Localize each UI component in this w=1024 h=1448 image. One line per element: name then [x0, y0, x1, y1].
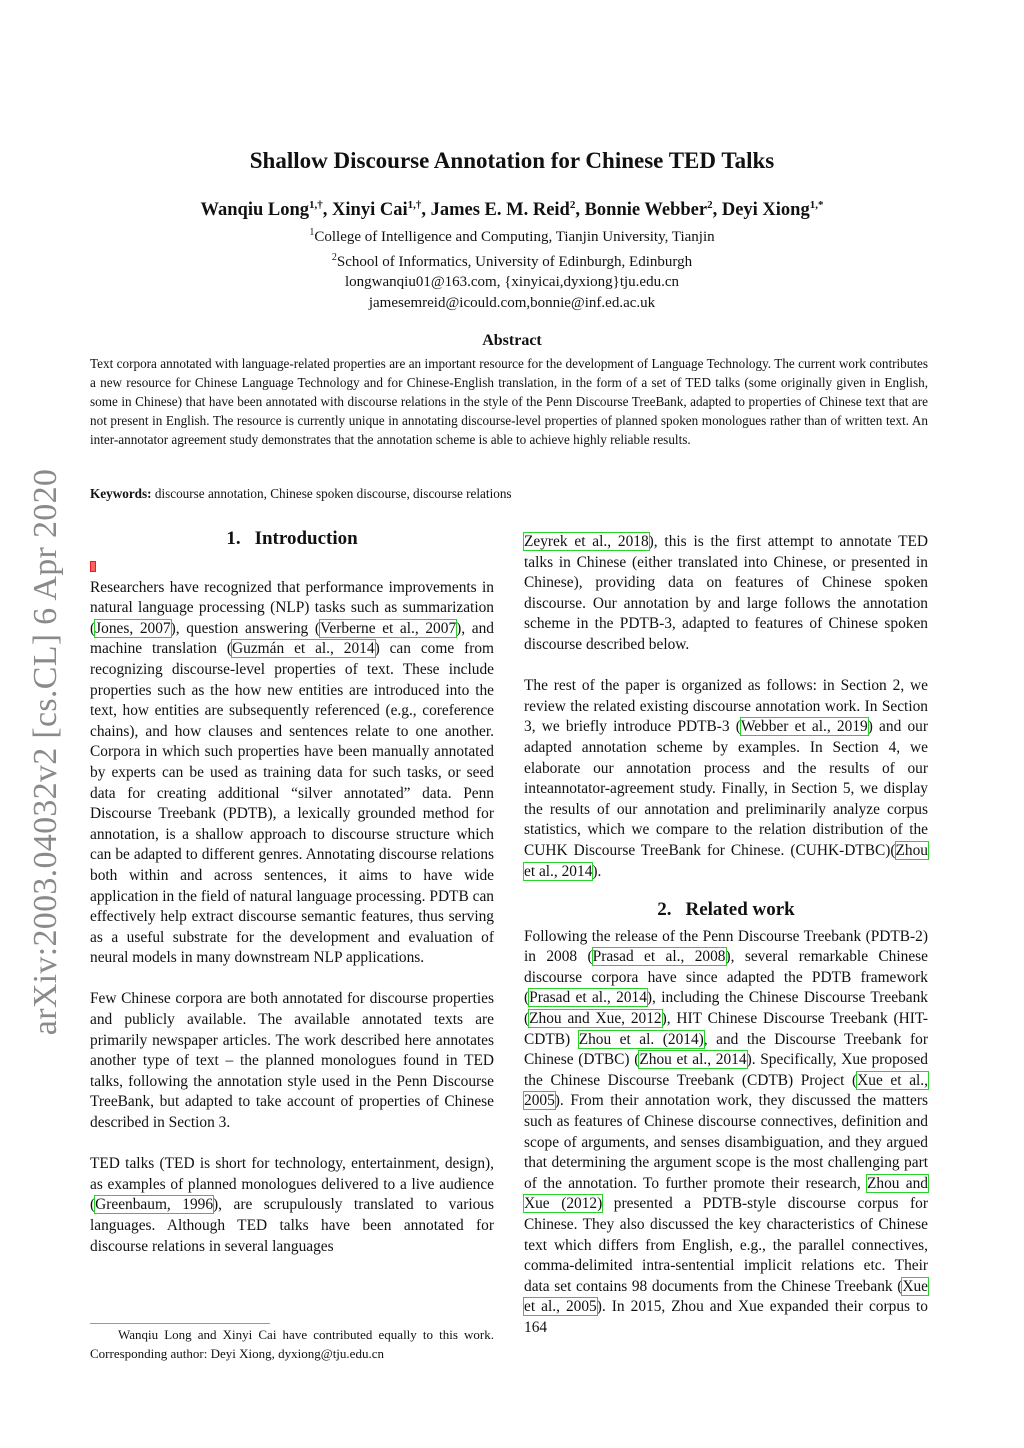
paragraph: The rest of the paper is organized as follows: in Section 2, we review the related existing discourse annotation work. In Section 3, we briefly introduce PDTB-3 (Webber et al., 2019) and our adapted annotation scheme by examples. In Section 4, we elaborate our annotation process and the results of our inteannotator-agreement study. Finally, in Section 5, we display the results of our annotation and preliminarily analyze corpus statistics, which we compare to the relation distribution of the CUHK Discourse TreeBank for Chinese. (CUHK-DTBC)(Zhou et al., 2014). — [524, 677, 928, 880]
citation-link[interactable]: Guzmán et al., 2014 — [232, 640, 375, 658]
paragraph: TED talks (TED is short for technology, entertainment, design), as examples of planned monologues delivered to a live audience (Greenbaum, 1996), are scrupulously translated to various languages. Although TED talks have been annotated for discourse relations in several languages — [90, 1155, 494, 1255]
author-name: Bonnie Webber$^2$ — [584, 199, 713, 221]
paragraph: Researchers have recognized that performance improvements in natural language processing (NLP) tasks such as summarization (Jones, 2007), question answering (Verberne et al., 2007), and machine translation (Guzmán et al., 2014) can come from recognizing discourse-level properties of text. These include properties such as the how new entities are introduced into the text, how entities are subsequently referenced (e.g., coreference chains), and how clauses and sentences relate to one another. Corpora in which such properties have been manually annotated by experts can be used as training data for such tasks, or seed data for creating additional “silver annotated” data. Penn Discourse Treebank (PDTB), a lexically grounded method for annotation, is a shallow approach to discourse structure which can be adapted to different genres. Annotating discourse relations both within and across sentences, it aims to have wide application in the field of natural language processing. PDTB can effectively help extract discourse semantic features, thus serving as a useful substrate for the development and evaluation of neural models in many downstream NLP applications. — [90, 578, 494, 967]
citation-link[interactable]: Xue et al., 2005 — [524, 1071, 928, 1110]
annotation-marker[interactable] — [90, 550, 494, 578]
citation-link[interactable]: Zhou et al. (2014) — [578, 1030, 704, 1048]
citation-link[interactable]: Zhou et al., 2014 — [524, 841, 928, 880]
citation-link[interactable]: Prasad et al., 2014 — [529, 989, 647, 1007]
citation-link[interactable]: Jones, 2007 — [95, 619, 171, 637]
citation-link[interactable]: Zhou and Xue (2012) — [524, 1174, 929, 1213]
section-heading-related-work: 2. Related work — [657, 899, 795, 921]
right-column — [524, 532, 928, 1339]
abstract-heading: Abstract — [482, 332, 542, 349]
affiliation-1: $^1$College of Intelligence and Computing, Tianjin University, Tianjin — [309, 227, 715, 245]
citation-link[interactable]: Zhou and Xue, 2012 — [529, 1010, 662, 1028]
email-line-1: longwanqiu01@163.com, {xinyicai,dyxiong}tju.edu.cn — [345, 274, 679, 290]
citation-link[interactable]: Zeyrek et al., 2018 — [524, 533, 649, 550]
citation-link[interactable]: Prasad et al., 2008 — [592, 948, 726, 966]
paper-title: Shallow Discourse Annotation for Chinese TED Talks — [249, 148, 775, 173]
footnote-divider — [90, 1323, 270, 1324]
paragraph: Few Chinese corpora are both annotated for discourse properties and publicly available. The available annotated texts are primarily newspaper articles. The work described here annotates another type of text – the planned monologues found in TED talks, following the annotation style used in the Penn Discourse TreeBank, but adapted to take account of properties of Chinese described in Section 3. — [90, 990, 494, 1132]
author-name: Deyi Xiong$^{1,*}$ — [721, 199, 824, 221]
keywords — [90, 486, 928, 502]
paragraph: Following the release of the Penn Discourse Treebank (PDTB-2) in 2008 (Prasad et al., 2008), several remarkable Chinese discourse corpora have since adapted the PDTB framework (Prasad et al., 2014), including the Chinese Discourse Treebank (Zhou and Xue, 2012), HIT Chinese Discourse Treebank (HIT-CDTB) Zhou et al. (2014), and the Discourse Treebank for Chinese (DTBC) (Zhou et al., 2014). Specifically, Xue proposed the Chinese Discourse Treebank (CDTB) Project (Xue et al., 2005). From their annotation work, they discussed the matters such as features of Chinese discourse connectives, definition and scope of arguments, and senses disambiguation, and they argued that determining the argument scope is the most challenging part of the annotation. To further promote their research, Zhou and Xue (2012) presented a PDTB-style discourse corpus for Chinese. They also discussed the key characteristics of Chinese text which differs from English, e.g., the parallel connectives, comma-delimited intra-sentential implicit relations etc. Their data set contains 98 documents from the Chinese Treebank (Xue et al., 2005). In 2015, Zhou and Xue expanded their corpus to 164 — [524, 927, 929, 1336]
left-column — [90, 529, 494, 1257]
paragraph: Zeyrek et al., 2018), this is the first attempt to annotate TED talks in Chinese (either translated into Chinese, or presented in Chinese), providing data on features of Chinese spoken discourse. Our annotation by and large follows the annotation scheme in the PDTB-3, adapted to features of Chinese spoken discourse described below. — [524, 533, 928, 653]
author-name: Xinyi Cai$^{1,\dagger}$ — [332, 199, 422, 221]
keywords-text: discourse annotation, Chinese spoken discourse, discourse relations — [151, 486, 512, 501]
citation-link[interactable]: Webber et al., 2019 — [740, 718, 868, 736]
author-name: Wanqiu Long$^{1,\dagger}$ — [200, 199, 323, 221]
email-line-2: jamesemreid@icould.com,bonnie@inf.ed.ac.uk — [368, 294, 656, 311]
citation-link[interactable]: Verberne et al., 2007 — [320, 619, 457, 637]
footnote: Wanqiu Long and Xinyi Cai have contributed equally to this work. Corresponding author: Deyi Xiong, dyxiong@tju.edu.cn — [90, 1327, 494, 1361]
arxiv-identifier[interactable]: arXiv:2003.04032v2 [cs.CL] 6 Apr 2020 — [27, 468, 64, 1036]
abstract-text: Text corpora annotated with language-related properties are an important resource for the development of Language Technology. The current work contributes a new resource for Chinese Language Technology and for Chinese-English translation, in the form of a set of TED talks (some originally given in English, some in Chinese) that have been annotated with discourse relations in the style of the Penn Discourse TreeBank, adapted to properties of Chinese text that are not present in English. The resource is currently unique in annotating discourse-level properties of planned spoken monologues rather than of written text. An inter-annotator agreement study demonstrates that the annotation scheme is able to achieve highly reliable results. — [90, 356, 928, 447]
keywords-label: Keywords: — [90, 486, 152, 501]
citation-link[interactable]: Greenbaum, 1996 — [95, 1196, 214, 1214]
section-heading-introduction: 1. Introduction — [226, 528, 358, 549]
affiliation-2: $^2$School of Informatics, University of Edinburgh, Edinburgh — [331, 251, 693, 270]
citation-link[interactable]: Xue et al., 2005 — [524, 1277, 928, 1316]
author-list: Wanqiu Long$^{1,\dagger}$, Xinyi Cai$^{1,\dagger}$, James E. M. Reid$^2$, Bonnie Webber$^2$, Deyi Xiong$^{1,*}$ — [200, 199, 824, 221]
citation-link[interactable]: Zhou et al., 2014 — [639, 1051, 747, 1069]
author-name: James E. M. Reid$^2$ — [430, 199, 576, 221]
affiliations — [0, 223, 1024, 313]
